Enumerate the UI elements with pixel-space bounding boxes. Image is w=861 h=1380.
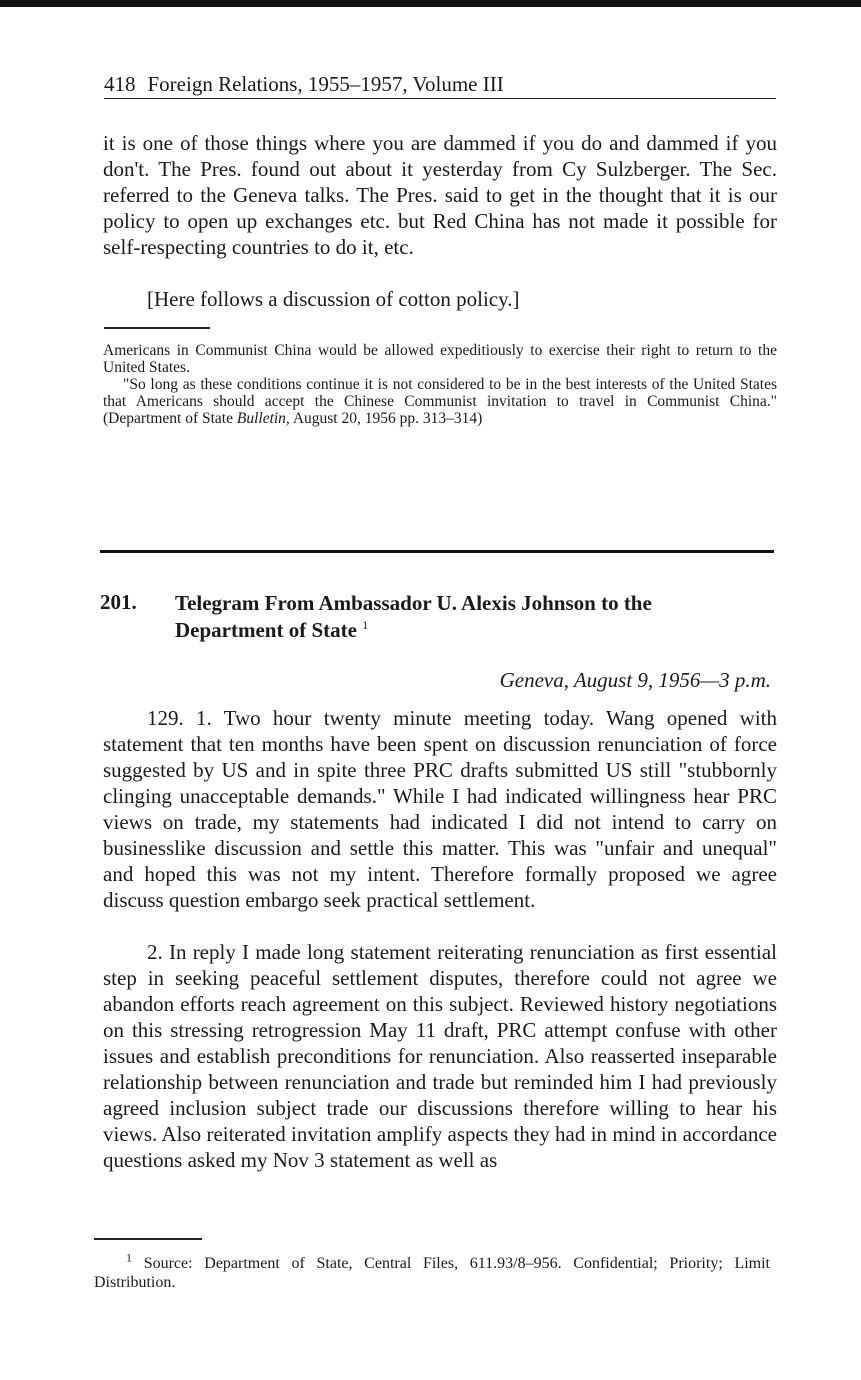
footnote-quotation: "So long as these conditions continue it is not considered to be in the best interests of the United States that Americans should accept the Chinese Communist invitation to travel in Communist China." (Department of State Bulletin, August 20, 1956 pp. 313–314)	[103, 376, 777, 427]
document-number: 201.	[100, 590, 137, 614]
source-footnote-marker: 1	[126, 1250, 132, 1265]
running-title: Foreign Relations, 1955–1957, Volume III	[147, 72, 504, 96]
source-footnote: $^1$ Source: Department of State, Central Files, 611.93/8–956. Confidential; Priority; Limit Distribution.	[94, 1250, 771, 1291]
document-title: Telegram From Ambassador U. Alexis Johnson to the Department of State $^1$	[175, 591, 652, 642]
page-number: 418	[104, 72, 136, 96]
telegram-paragraph-2: 2. In reply I made long statement reiterating renunciation as first essential step in seeking peaceful settlement disputes, therefore could not agree we abandon efforts reach agreement on this subject. Reviewed history negotiations on this stressing retrogression May 11 draft, PRC attempt confuse with other issues and establish preconditions for renunciation. Also reasserted inseparable relationship between renunciation and trade but reminded him I had previously agreed inclusion subject trade our discussions therefore willing to hear his views. Also reiterated invitation amplify aspects they had in mind in accordance questions asked my Nov 3 statement as well as	[103, 940, 777, 1172]
continuation-paragraph: it is one of those things where you are dammed if you do and dammed if you don't. The Pres. found out about it yesterday from Cy Sulzberger. The Sec. referred to the Geneva talks. The Pres. said to get in the thought that it is our policy to open up exchanges etc. but Red China has not made it possible for self-respecting countries to do it, etc.	[103, 131, 777, 259]
footnote-continued-text: Americans in Communist China would be allowed expeditiously to exercise their right to return to the United States.	[103, 342, 777, 376]
bulletin-title: Bulletin,	[236, 410, 290, 427]
page-top-edge	[0, 0, 861, 7]
footnote-reference: 1	[362, 618, 369, 632]
footnote-divider	[104, 327, 210, 329]
running-header	[104, 72, 776, 99]
telegram-paragraph-1: 129. 1. Two hour twenty minute meeting today. Wang opened with statement that ten months have been spent on discussion renunciation of force suggested by US and in spite three PRC drafts submitted US still "stubbornly clinging unacceptable demands." While I had indicated willingness hear PRC views on trade, my statements had indicated I did not intend to carry on businesslike discussion and settle this matter. This was "unfair and unequal" and hoped this was not my intent. Therefore formally proposed we agree discuss question embargo seek practical settlement.	[103, 706, 777, 912]
section-divider	[100, 550, 774, 553]
dateline: Geneva, August 9, 1956—3 p.m.	[499, 668, 771, 692]
source-footnote-divider	[94, 1238, 202, 1240]
editorial-note: [Here follows a discussion of cotton policy.]	[147, 287, 520, 311]
